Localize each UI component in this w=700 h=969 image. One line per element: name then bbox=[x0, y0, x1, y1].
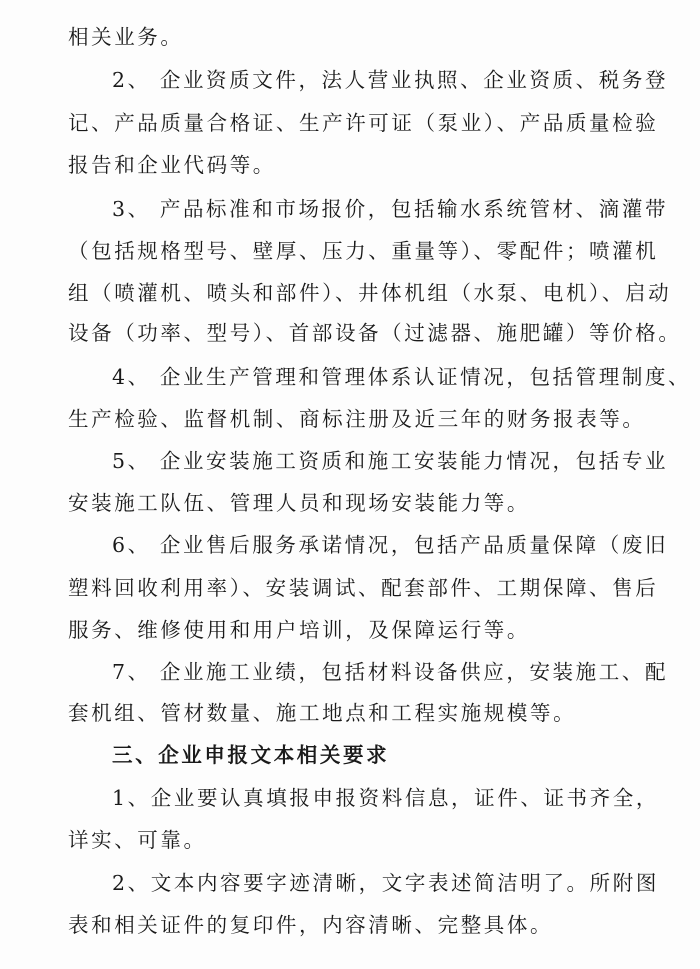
item-4-line-2: 生产检验、监督机制、商标注册及近三年的财务报表等。 bbox=[68, 407, 646, 431]
item-6-line-1: 6、 企业售后服务承诺情况，包括产品质量保障（废旧 bbox=[112, 533, 669, 557]
item-7-line-2: 套机组、管材数量、施工地点和工程实施规模等。 bbox=[68, 701, 577, 725]
item-5-line-2: 安装施工队伍、管理人员和现场安装能力等。 bbox=[68, 491, 530, 515]
item-3-line-1: 3、 产品标准和市场报价，包括输水系统管材、滴灌带 bbox=[112, 197, 669, 221]
requirement-1-line-1: 1、企业要认真填报申报资料信息，证件、证书齐全， bbox=[112, 786, 659, 810]
item-2-line-3: 报告和企业代码等。 bbox=[68, 153, 276, 177]
item-7-line-1: 7、 企业施工业绩，包括材料设备供应，安装施工、配 bbox=[112, 660, 669, 684]
item-3-line-3: 组（喷灌机、喷头和部件）、井体机组（水泵、电机）、启动 bbox=[68, 281, 672, 305]
item-6-line-2: 塑料回收利用率）、安装调试、配套部件、工期保障、售后 bbox=[68, 576, 659, 600]
requirement-2-line-1: 2、文本内容要字迹清晰，文字表述简洁明了。所附图 bbox=[112, 871, 659, 895]
requirement-2-line-2: 表和相关证件的复印件，内容清晰、完整具体。 bbox=[68, 913, 554, 937]
item-2-line-2: 记、产品质量合格证、生产许可证（泵业）、产品质量检验 bbox=[68, 111, 659, 135]
item-4-line-1: 4、 企业生产管理和管理体系认证情况，包括管理制度、 bbox=[112, 365, 692, 389]
text-line: 相关业务。 bbox=[68, 25, 184, 49]
section-heading: 三、企业申报文本相关要求 bbox=[112, 743, 390, 767]
item-2-line-1: 2、 企业资质文件，法人营业执照、企业资质、税务登 bbox=[112, 68, 669, 92]
item-3-line-2: （包括规格型号、壁厚、压力、重量等）、零配件；喷灌机 bbox=[68, 239, 659, 263]
item-5-line-1: 5、 企业安装施工资质和施工安装能力情况，包括专业 bbox=[112, 449, 669, 473]
item-3-line-4: 设备（功率、型号）、首部设备（过滤器、施肥罐）等价格。 bbox=[68, 321, 682, 345]
item-6-line-3: 服务、维修使用和用户培训，及保障运行等。 bbox=[68, 618, 530, 642]
requirement-1-line-2: 详实、可靠。 bbox=[68, 828, 207, 852]
